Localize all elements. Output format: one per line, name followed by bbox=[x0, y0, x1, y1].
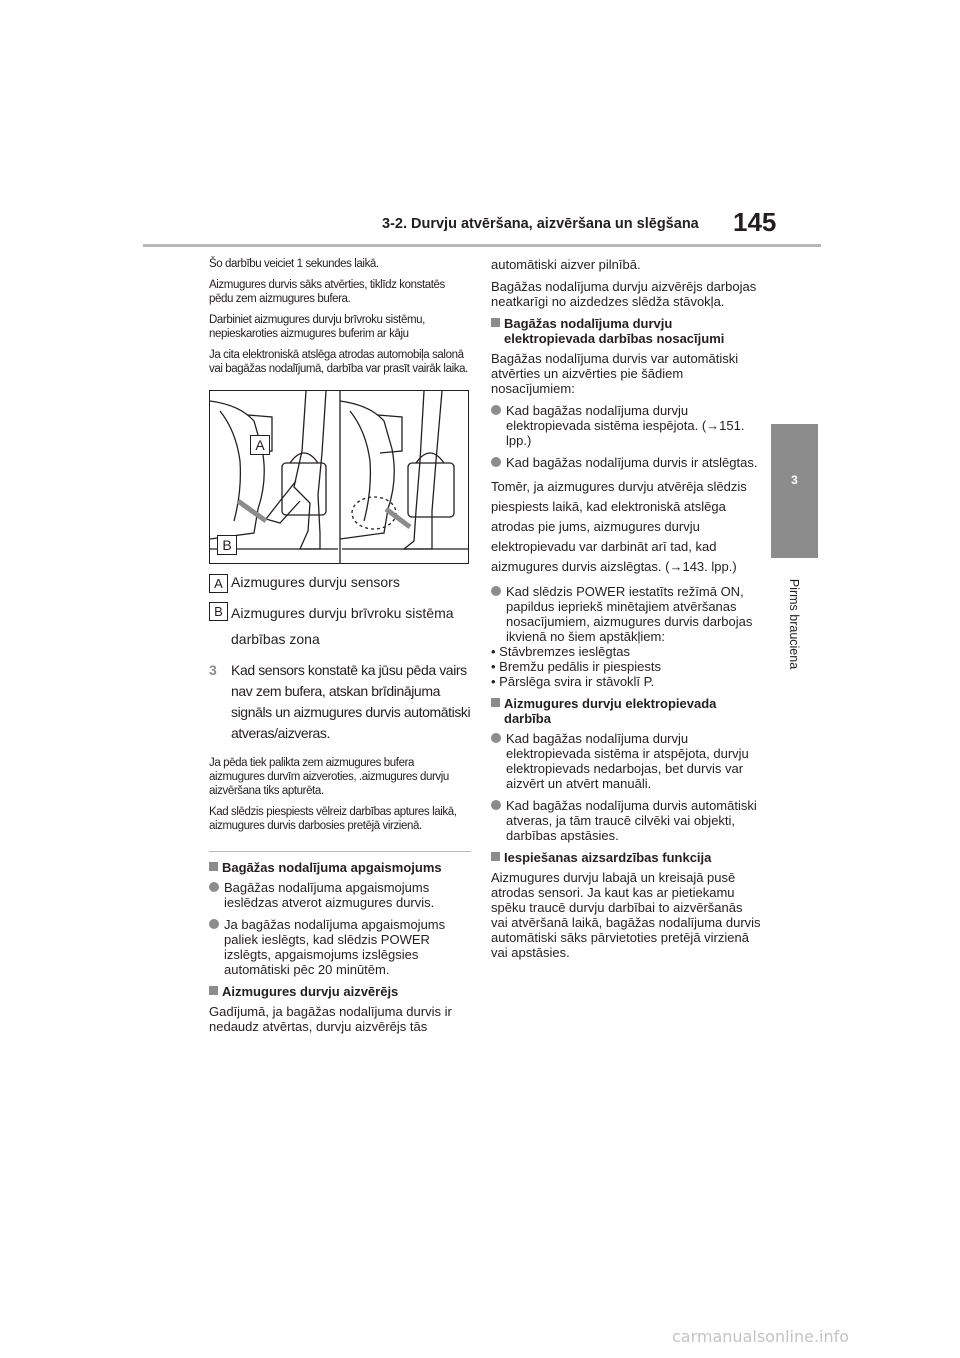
note-5: Ja pēda tiek palikta zem aizmugures bufera aizmugures durvīm aizveroties, .aizmugures durvju aizvēršana tiks apturēta. bbox=[209, 757, 449, 797]
circle-bullet-icon bbox=[209, 919, 219, 929]
heading-text: Bagāžas nodalījuma apgaismojums bbox=[222, 860, 442, 875]
car-bumper-left bbox=[220, 411, 240, 521]
note-2: Aizmugures durvis sāks atvērties, tiklīdz konstatēs pēdu zem aizmugures bufera. bbox=[209, 279, 445, 305]
bullet-text: Kad bagāžas nodalījuma durvis automātiski atveras, ja tām traucē cilvēki vai objekti, darbības apstāsies. bbox=[506, 798, 757, 843]
list-item bbox=[491, 798, 761, 843]
list-item bbox=[491, 455, 761, 470]
legend-text: Aizmugures durvju sensors bbox=[231, 574, 400, 590]
list-item bbox=[209, 880, 471, 910]
bullet-text: Bagāžas nodalījuma apgaismojums ieslēdzas atverot aizmugures durvis. bbox=[224, 880, 435, 910]
heading-text: Aizmugures durvju elektropievada darbība bbox=[504, 696, 717, 726]
figure-label-b: B bbox=[217, 535, 237, 555]
chapter-number: 3 bbox=[791, 473, 798, 487]
left-column bbox=[209, 257, 471, 1041]
figure-label-a: A bbox=[250, 435, 270, 455]
motion-arrow-left bbox=[238, 501, 266, 521]
circle-bullet-icon bbox=[491, 405, 501, 415]
step-text: Kad sensors konstatē ka jūsu pēda vairs nav zem bufera, atskan brīdinājuma signāls un aizmugures durvis automātiski atveras/aizveras. bbox=[231, 662, 471, 741]
legend-key: B bbox=[209, 602, 228, 621]
section-divider bbox=[209, 851, 471, 852]
sub-item: • Pārslēga svira ir stāvoklī P. bbox=[491, 674, 655, 689]
circle-bullet-icon bbox=[491, 800, 501, 810]
heading-lighting bbox=[209, 860, 471, 875]
list-item bbox=[209, 917, 471, 977]
square-bullet-icon bbox=[491, 318, 500, 327]
bullet-text: Ja bagāžas nodalījuma apgaismojums paliek ieslēgts, kad slēdzis POWER izslēgts, apgaismojums izslēgsies automātiski pēc 20 minūtēm. bbox=[224, 917, 446, 977]
heading-text: Iespiešanas aizsardzības funkcija bbox=[504, 850, 712, 865]
square-bullet-icon bbox=[209, 862, 218, 871]
note-4: Ja cita elektroniskā atslēga atrodas automobiļa salonā vai bagāžas nodalījumā, darbība var prasīt vairāk laika. bbox=[209, 349, 468, 375]
square-bullet-icon bbox=[491, 852, 500, 861]
car-rear-right bbox=[340, 401, 394, 539]
heading-text: Bagāžas nodalījuma durvju elektropievada darbības nosacījumi bbox=[504, 316, 725, 346]
bag-left bbox=[282, 463, 326, 515]
chapter-tab bbox=[771, 424, 818, 558]
leg-left bbox=[294, 391, 326, 549]
legend-key: A bbox=[209, 574, 228, 593]
list-item bbox=[491, 403, 761, 448]
continuation-text: automātiski aizver pilnībā. bbox=[491, 257, 641, 272]
list-item bbox=[491, 584, 761, 644]
step-3 bbox=[209, 660, 471, 744]
page-number: 145 bbox=[733, 207, 777, 237]
illustration-svg bbox=[210, 391, 468, 563]
closer-independent-text: Bagāžas nodalījuma durvju aizvērējs darbojas neatkarīgi no aizdedzes slēdža stāvokļa. bbox=[491, 279, 757, 309]
list-item bbox=[491, 731, 761, 791]
bullet-text: Kad bagāžas nodalījuma durvis ir atslēgtas. bbox=[506, 455, 758, 470]
note-1: Šo darbību veiciet 1 sekundes laikā. bbox=[209, 258, 379, 270]
car-rear-left bbox=[210, 401, 264, 539]
legend-text: Aizmugures durvju brīvroku sistēma darbības zona bbox=[231, 605, 454, 647]
circle-bullet-icon bbox=[491, 457, 501, 467]
hands-free-illustration bbox=[209, 390, 469, 564]
bullet-text: Kad bagāžas nodalījuma durvju elektropievada sistēma ir atspējota, durvju elektropievads nedarbojas, bet durvis var aizvērt un atvērt manuāli. bbox=[506, 731, 749, 791]
heading-closer bbox=[209, 984, 471, 999]
closer-text: Gadījumā, ja bagāžas nodalījuma durvis ir nedaudz atvērtas, durvju aizvērējs tās bbox=[209, 1004, 452, 1034]
watermark: carmanualsonline.info bbox=[672, 1327, 850, 1346]
heading-pinch bbox=[491, 850, 761, 865]
section-title: 3-2. Durvju atvēršana, aizvēršana un slēgšana bbox=[382, 216, 699, 232]
step-number: 3 bbox=[209, 662, 217, 678]
bag-handle-left bbox=[290, 453, 318, 463]
sub-item: • Stāvbremzes ieslēgtas bbox=[491, 644, 630, 659]
square-bullet-icon bbox=[209, 986, 218, 995]
conditions-intro: Bagāžas nodalījuma durvis var automātiski atvērties un aizvērties pie šādiem nosacījumiem: bbox=[491, 351, 739, 396]
sub-item: • Bremžu pedālis ir piespiests bbox=[491, 659, 662, 674]
bag-right bbox=[408, 463, 454, 517]
legend-item-zone bbox=[209, 600, 471, 652]
bullet-text: Kad bagāžas nodalījuma durvju elektropievada sistēma iespējota. (→151. lpp.) bbox=[506, 403, 745, 448]
conditions-note: Tomēr, ja aizmugures durvju atvērēja slēdzis piespiests laikā, kad elektroniskā atslēga atrodas pie jums, aizmugures durvju elektropievadu var darbināt arī tad, kad aizmugures durvis aizslēgtas. (→143. lpp.) bbox=[491, 479, 747, 574]
heading-text: Aizmugures durvju aizvērējs bbox=[222, 984, 399, 999]
square-bullet-icon bbox=[491, 698, 500, 707]
bullet-text: Kad slēdzis POWER iestatīts režīmā ON, papildus iepriekš minētajiem atvēršanas nosacījumiem, aizmugures durvis darbojas ikvienā no šiem apstākļiem: bbox=[506, 584, 753, 644]
right-column bbox=[491, 257, 761, 967]
note-6: Kad slēdzis piespiests vēlreiz darbības aptures laikā, aizmugures durvis darbosies pretējā virzienā. bbox=[209, 806, 457, 832]
circle-bullet-icon bbox=[491, 586, 501, 596]
circle-bullet-icon bbox=[209, 882, 219, 892]
legend-item-sensor bbox=[209, 572, 471, 592]
note-3: Darbiniet aizmugures durvju brīvroku sistēmu, nepieskaroties aizmugures buferim ar kāju bbox=[209, 314, 425, 340]
header-divider bbox=[143, 244, 821, 247]
circle-bullet-icon bbox=[491, 733, 501, 743]
car-bumper-right bbox=[350, 411, 370, 521]
heading-operation bbox=[491, 696, 761, 726]
pinch-text: Aizmugures durvju labajā un kreisajā pusē atrodas sensori. Ja kaut kas ar pietiekamu spēku traucē durvju darbībai to aizvēršanās vai atvēršanā laikā, bagāžas nodalījuma durvis automātiski sāks pārvietoties pretējā virzienā vai apstāsies. bbox=[491, 870, 761, 960]
heading-conditions bbox=[491, 316, 761, 346]
taillight-right bbox=[378, 415, 402, 453]
chapter-label: Pirms brauciena bbox=[787, 578, 801, 670]
